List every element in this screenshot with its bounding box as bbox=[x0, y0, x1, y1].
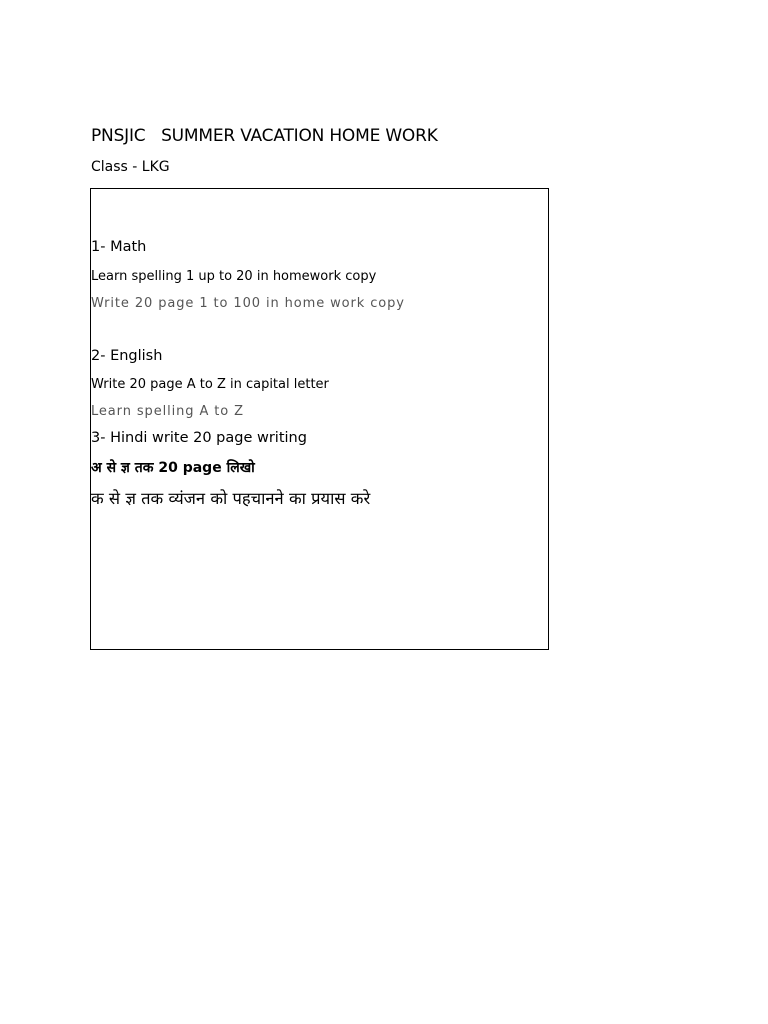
homework-box bbox=[90, 188, 549, 650]
math-heading: 1- Math bbox=[91, 239, 147, 255]
hindi-item-2: क से ज्ञ तक व्यंजन को पहचानने का प्रयास करे bbox=[91, 489, 371, 508]
math-item-1: Learn spelling 1 up to 20 in homework copy bbox=[91, 269, 377, 284]
english-item-2: Learn spelling A to Z bbox=[91, 404, 244, 419]
hindi-item-1: अ से ज्ञ तक 20 page लिखो bbox=[91, 460, 255, 476]
document-title: PNSJIC SUMMER VACATION HOME WORK bbox=[91, 126, 438, 146]
math-item-2: Write 20 page 1 to 100 in home work copy bbox=[91, 296, 405, 311]
hindi-heading: 3- Hindi write 20 page writing bbox=[91, 430, 307, 446]
english-item-1: Write 20 page A to Z in capital letter bbox=[91, 377, 329, 392]
class-label: Class - LKG bbox=[91, 159, 170, 175]
english-heading: 2- English bbox=[91, 348, 163, 364]
